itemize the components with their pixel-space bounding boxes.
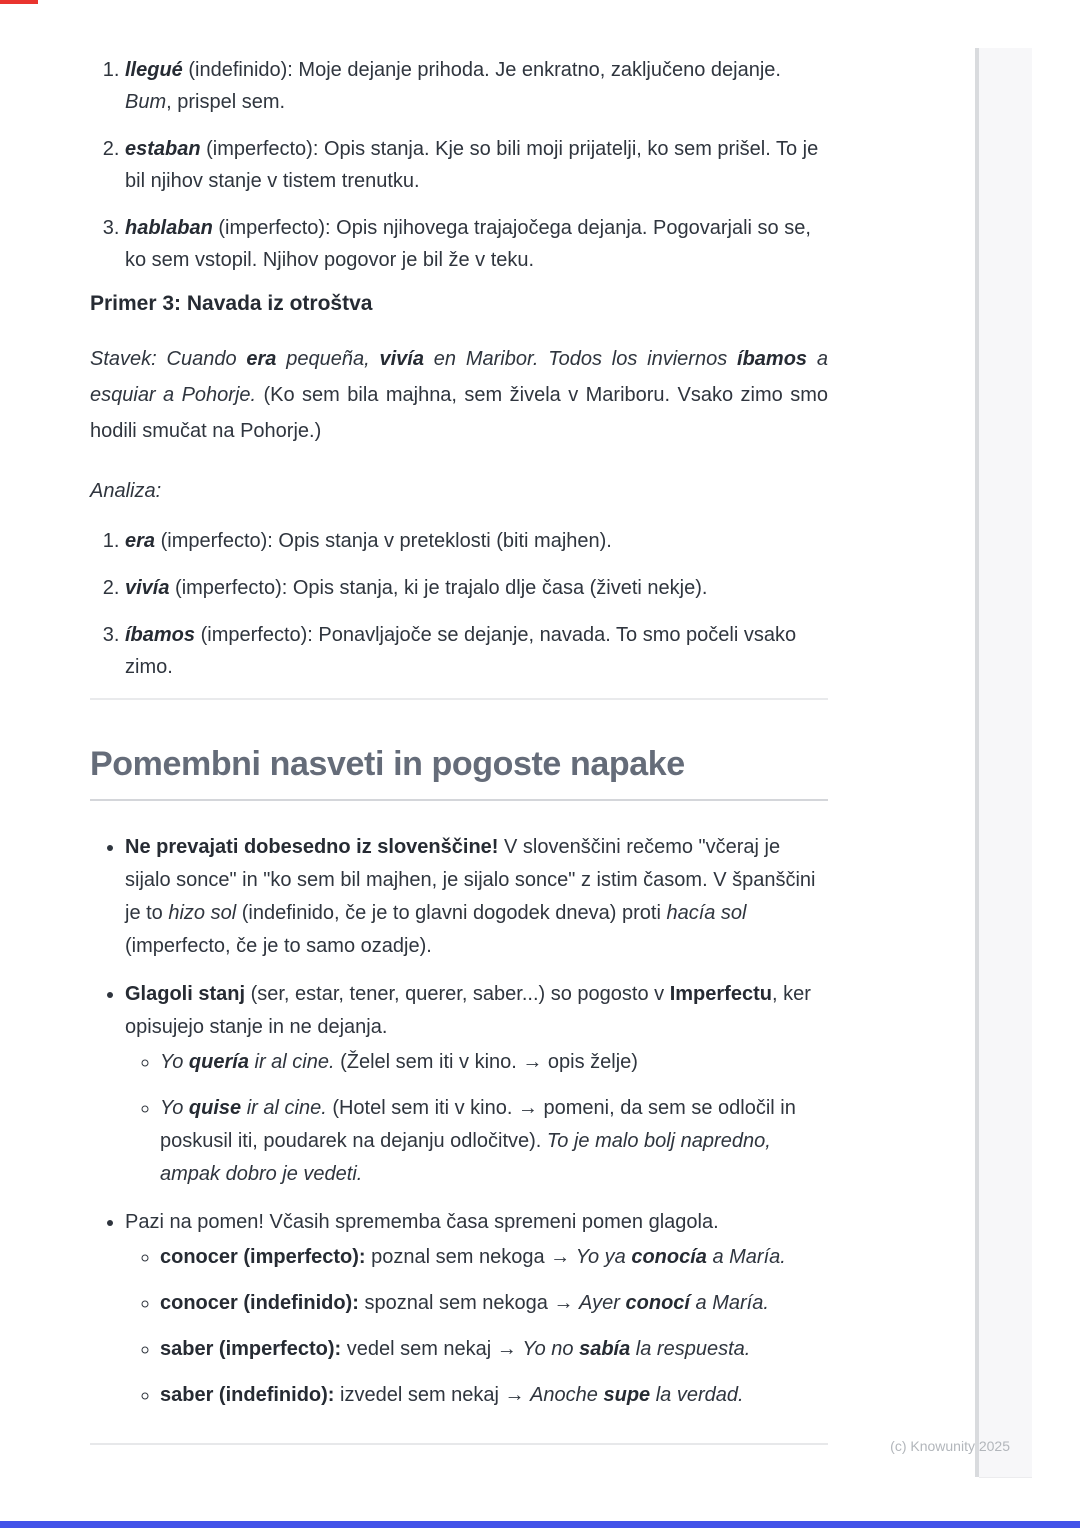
text-segment: estaban xyxy=(125,138,201,160)
section-title: Pomembni nasveti in pogoste napake xyxy=(90,744,828,801)
footer-copyright: (c) Knowunity 2025 xyxy=(890,1438,1010,1454)
text-segment: pequeña, xyxy=(276,348,380,370)
text-segment: (Hotel sem iti v kino. → pomeni, da sem se odločil in poskusil iti, poudarek na dejanju odločitve). xyxy=(160,1097,796,1152)
text-segment: Ayer xyxy=(579,1292,626,1314)
text-segment: (indefinido, če je to glavni dogodek dneva) proti xyxy=(236,902,667,924)
text-segment: Pazi na pomen! Včasih sprememba časa spremeni pomen glagola. xyxy=(125,1211,719,1233)
text-segment: a esquiar a Pohorje. xyxy=(90,348,828,406)
text-segment: (imperfecto): Opis stanja. Kje so bili moji prijatelji, ko sem prišel. To je bil njihov stanje v tistem trenutku. xyxy=(125,138,819,192)
document-page xyxy=(90,46,828,1427)
sub-bullet-item xyxy=(160,1092,828,1191)
paragraph xyxy=(90,341,828,449)
text-segment: (imperfecto): Opis stanja v preteklosti (biti majhen). xyxy=(155,530,612,552)
text-segment: To je malo bolj napredno, ampak dobro je vedeti. xyxy=(160,1130,771,1185)
divider xyxy=(90,698,828,700)
text-segment: ir al cine. xyxy=(241,1097,327,1119)
text-segment: a María. xyxy=(706,1246,786,1268)
text-segment: Anoche xyxy=(530,1384,604,1406)
text-segment: Glagoli stanj xyxy=(125,983,246,1005)
text-segment: Stavek: Cuando xyxy=(90,348,247,370)
sub-bullet-item xyxy=(160,1241,828,1274)
paragraph xyxy=(90,477,828,505)
text-segment: era xyxy=(125,530,156,552)
footer-divider xyxy=(90,1443,828,1445)
text-segment: quería xyxy=(188,1051,249,1073)
text-segment: Yo no xyxy=(522,1338,580,1360)
text-segment: Yo ya xyxy=(575,1246,632,1268)
text-segment: era xyxy=(246,348,277,370)
numbered-list-item xyxy=(125,133,828,197)
numbered-list-item xyxy=(125,572,828,604)
text-segment: la verdad. xyxy=(650,1384,744,1406)
text-segment: Analiza: xyxy=(90,480,162,502)
text-segment: hizo sol xyxy=(168,902,237,924)
subsection-title: Primer 3: Navada iz otroštva xyxy=(90,292,373,315)
text-segment: vivía xyxy=(379,348,424,370)
text-segment: hablaban xyxy=(125,217,213,239)
text-segment: íbamos xyxy=(125,624,196,646)
bullet-item xyxy=(125,978,828,1191)
text-segment: , prispel sem. xyxy=(166,91,286,113)
sub-bullet-item xyxy=(160,1379,828,1412)
sub-bullet-list xyxy=(125,1046,828,1191)
numbered-list xyxy=(90,54,828,276)
text-segment: , ker opisujejo stanje in ne dejanja. xyxy=(125,983,811,1038)
text-segment: llegué xyxy=(125,59,183,81)
text-segment: spoznal sem nekoga → xyxy=(358,1292,580,1314)
text-segment: vivía xyxy=(125,577,170,599)
text-segment: (indefinido): Moje dejanje prihoda. Je enkratno, zaključeno dejanje. xyxy=(182,59,781,81)
text-segment: conocer (indefinido): xyxy=(160,1292,359,1314)
text-segment: conocía xyxy=(631,1246,707,1268)
text-segment: hacía sol xyxy=(666,902,747,924)
text-segment: conocer (imperfecto): xyxy=(160,1246,366,1268)
top-loading-bar xyxy=(0,0,38,4)
text-segment: Imperfectu xyxy=(669,983,772,1005)
text-segment: ir al cine. xyxy=(248,1051,335,1073)
text-segment: a María. xyxy=(689,1292,769,1314)
numbered-list xyxy=(90,525,828,683)
bullet-item xyxy=(125,831,828,963)
sub-bullet-item xyxy=(160,1333,828,1366)
text-segment: (imperfecto): Ponavljajoče se dejanje, navada. To smo počeli vsako zimo. xyxy=(125,624,797,678)
text-segment: vedel sem nekaj → xyxy=(341,1338,523,1360)
text-segment: quise xyxy=(188,1097,242,1119)
text-segment: la respuesta. xyxy=(630,1338,751,1360)
numbered-list-item xyxy=(125,619,828,683)
text-segment: (imperfecto): Opis stanja, ki je trajalo dlje časa (živeti nekje). xyxy=(169,577,708,599)
text-segment: V slovenščini rečemo "včeraj je sijalo sonce" in "ko sem bil majhen, je sijalo sonce" z istim časom. V španščini je to xyxy=(125,836,816,924)
text-segment: saber (indefinido): xyxy=(160,1384,335,1406)
text-segment: izvedel sem nekaj → xyxy=(334,1384,531,1406)
text-segment: íbamos xyxy=(737,348,808,370)
text-segment: (Ko sem bila majhna, sem živela v Mariboru. Vsako zimo smo hodili smučat na Pohorje.) xyxy=(90,384,828,442)
text-segment: Bum xyxy=(125,91,167,113)
text-segment: Yo xyxy=(160,1051,189,1073)
text-segment: (Želel sem iti v kino. → opis želje) xyxy=(334,1051,638,1073)
text-segment: en Maribor. Todos los inviernos xyxy=(423,348,738,370)
text-segment: saber (imperfecto): xyxy=(160,1338,342,1360)
sub-bullet-item xyxy=(160,1046,828,1079)
numbered-list-item xyxy=(125,525,828,557)
text-segment: sabía xyxy=(579,1338,631,1360)
text-segment: (imperfecto): Opis njihovega trajajočega dejanja. Pogovarjali so se, ko sem vstopil. Njihov pogovor je bil že v teku. xyxy=(125,217,811,271)
text-segment: conocí xyxy=(625,1292,690,1314)
numbered-list-item xyxy=(125,212,828,276)
sub-bullet-item xyxy=(160,1287,828,1320)
text-segment: supe xyxy=(603,1384,651,1406)
bottom-accent-bar xyxy=(0,1521,1080,1528)
scrollbar-track[interactable] xyxy=(979,48,1032,1478)
sub-bullet-list xyxy=(125,1241,828,1412)
text-segment: Ne prevajati dobesedno iz slovenščine! xyxy=(125,836,499,858)
text-segment: (ser, estar, tener, querer, saber...) so pogosto v xyxy=(245,983,670,1005)
numbered-list-item xyxy=(125,54,828,118)
bullet-list xyxy=(90,831,828,1412)
text-segment: (imperfecto, če je to samo ozadje). xyxy=(125,935,432,957)
bullet-item xyxy=(125,1206,828,1412)
text-segment: poznal sem nekoga → xyxy=(365,1246,576,1268)
text-segment: Yo xyxy=(160,1097,189,1119)
